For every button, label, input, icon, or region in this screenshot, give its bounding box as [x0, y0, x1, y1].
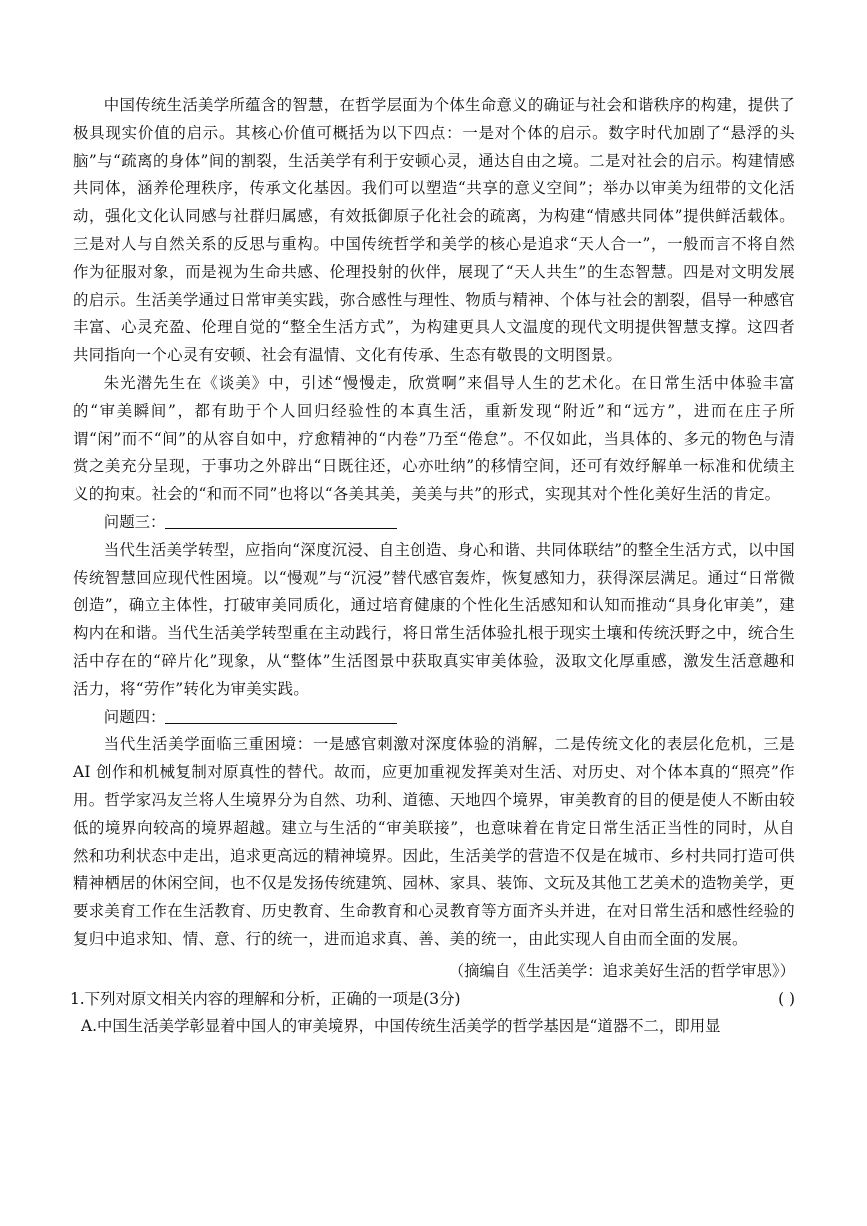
question-1-text: 1.下列对原文相关内容的理解和分析，正确的一项是(3分) — [70, 989, 461, 1008]
question-four-label: 问题四： — [103, 707, 166, 726]
paragraph-1: 中国传统生活美学所蕴含的智慧，在哲学层面为个体生命意义的确证与社会和谐秩序的构建，提供了极具现实价值的启示。其核心价值可概括为以下四点：一是对个体的启示。数字时代加剧了“悬浮的头脑”与“疏离的身体”间的割裂，生活美学有利于安顿心灵，通达自由之境。二是对社会的启示。构建情感共同体，涵养伦理秩序，传承文化基因。我们可以塑造“共享的意义空间”；举办以审美为纽带的文化活动，强化文化认同感与社群归属感，有效抵御原子化社会的疏离，为构建“情感共同体”提供鲜活载体。三是对人与自然关系的反思与重构。中国传统哲学和美学的核心是追求“天人合一”，一般而言不将自然作为征服对象，而是视为生命共感、伦理投射的伙伴，展现了“天人共生”的生态智慧。四是对文明发展的启示。生活美学通过日常审美实践，弥合感性与理性、物质与精神、个体与社会的割裂，倡导一种感官丰富、心灵充盈、伦理自觉的“整全生活方式”，为构建更具人文温度的现代文明提供智慧支撑。这四者共同指向一个心灵有安顿、社会有温情、文化有传承、生态有敬畏的文明图景。 — [73, 96, 795, 365]
paragraph-3: 当代生活美学转型，应指向“深度沉浸、自主创造、身心和谐、共同体联结”的整全生活方式，以中国传统智慧回应现代性困境。以“慢观”与“沉浸”替代感官轰炸，恢复感知力，获得深层满足。通过“日常微创造”，确立主体性，打破审美同质化，通过培育健康的个性化生活感知和认知而推动“具身化审美”，建构内在和谐。当代生活美学转型重在主动践行，将日常生活体验扎根于现实土壤和传统沃野之中，统合生活中存在的“碎片化”现象，从“整体”生活图景中获取真实审美体验，汲取文化厚重感，激发生活意趣和活力，将“劳作”转化为审美实践。 — [73, 540, 795, 698]
question-three-label: 问题三： — [103, 512, 166, 531]
question-three-line — [73, 509, 795, 537]
paragraph-2: 朱光潜先生在《谈美》中，引述“慢慢走，欣赏啊”来倡导人生的艺术化。在日常生活中体验丰富的“审美瞬间”，都有助于个人回归经验性的本真生活，重新发现“附近”和“远方”，进而在庄子所谓“闲”而不“间”的从容自如中，疗愈精神的“内卷”乃至“倦怠”。不仅如此，当具体的、多元的物色与清赏之美充分呈现，于事功之外辟出“日既往还，心亦吐纳”的移情空间，还可有效纾解单一标准和优绩主义的拘束。社会的“和而不同”也将以“各美其美，美美与共”的形式，实现其对个性化美好生活的肯定。 — [73, 373, 795, 504]
question-three-blank[interactable] — [165, 510, 397, 529]
question-four-line — [73, 704, 795, 732]
answer-parentheses[interactable]: ( ) — [778, 989, 795, 1008]
question-1 — [70, 986, 795, 1014]
option-a[interactable]: A.中国生活美学彰显着中国人的审美境界，中国传统生活美学的哲学基因是“道器不二，即用显 — [81, 1017, 721, 1036]
document-page — [70, 92, 795, 1041]
question-four-blank[interactable] — [165, 705, 397, 724]
paragraph-4: 当代生活美学面临三重困境：一是感官刺激对深度体验的消解，二是传统文化的表层化危机，三是 AI 创作和机械复制对原真性的替代。故而，应更加重视发挥美对生活、对历史、对个体本真的“照亮”作用。哲学家冯友兰将人生境界分为自然、功利、道德、天地四个境界，审美教育的目的便是使人不断由较低的境界向较高的境界超越。建立与生活的“审美联接”，也意味着在肯定日常生活正当性的同时，从自然和功利状态中走出，追求更高远的精神境界。因此，生活美学的营造不仅是在城市、乡村共同打造可供精神栖居的休闲空间，也不仅是发扬传统建筑、园林、家具、装饰、文玩及其他工艺美术的造物美学，更要求美育工作在生活教育、历史教育、生命教育和心灵教育等方面齐头并进，在对日常生活和感性经验的复归中追求知、情、意、行的统一，进而追求真、善、美的统一，由此实现人自由而全面的发展。 — [73, 735, 795, 948]
source-citation: （摘编自《生活美学：追求美好生活的哲学审思》） — [448, 961, 795, 980]
